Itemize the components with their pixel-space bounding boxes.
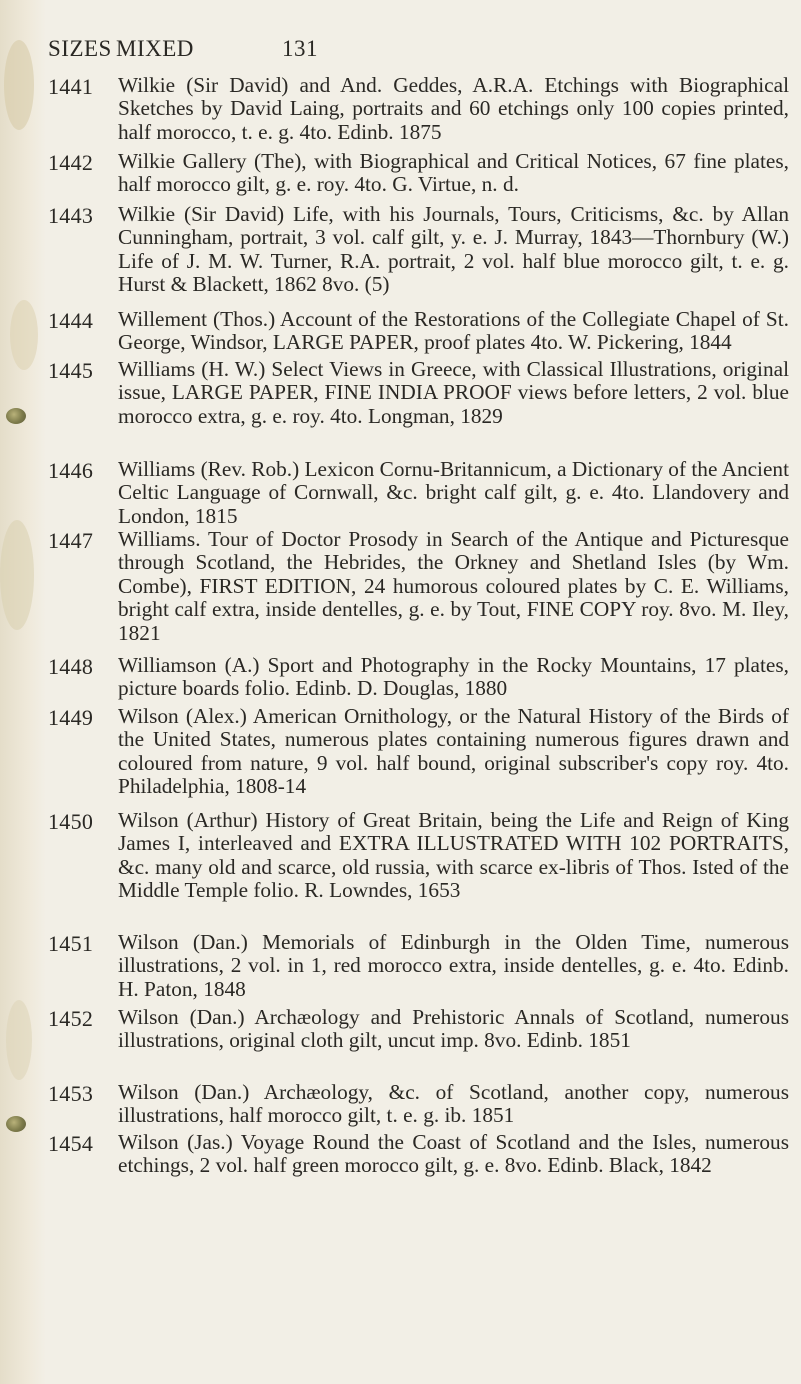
lot-number: 1450 — [48, 809, 94, 834]
catalogue-entry — [48, 705, 789, 799]
entry-text: Williamson (A.) Sport and Photography in the Rocky Mountains, 17 plates, picture boards folio. Edinb. D. Douglas, 1880 — [118, 653, 789, 701]
entry-text: Wilson (Dan.) Archæology, &c. of Scotland, another copy, numerous illustrations, half morocco gilt, t. e. g. ib. 1851 — [118, 1080, 789, 1128]
entry-text: Willement (Thos.) Account of the Restorations of the Collegiate Chapel of St. George, Windsor, LARGE PAPER, proof plates 4to. W. Pickering, 1844 — [118, 307, 789, 355]
lot-number: 1442 — [48, 150, 94, 175]
lot-number: 1451 — [48, 931, 94, 956]
catalogue-entry — [48, 150, 789, 197]
entry-text: Williams. Tour of Doctor Prosody in Search of the Antique and Picturesque through Scotland, the Hebrides, the Orkney and Shetland Isles (by Wm. Combe), FIRST EDITION, 24 humorous coloured plates by C. E. Williams, bright calf extra, inside dentelles, g. e. by Tout, FINE COPY roy. 8vo. M. Iley, 1821 — [118, 527, 789, 645]
entry-text: Wilkie (Sir David) Life, with his Journals, Tours, Criticisms, &c. by Allan Cunningham, portrait, 3 vol. calf gilt, y. e. J. Murray, 1843—Thornbury (W.) Life of J. M. W. Turner, R.A. portrait, 2 vol. half blue morocco gilt, t. e. g. Hurst & Blackett, 1862 8vo. (5) — [118, 202, 789, 297]
catalogue-entry — [48, 809, 789, 903]
entry-text: Wilkie (Sir David) and And. Geddes, A.R.A. Etchings with Biographical Sketches by David Laing, portraits and 60 etchings only 100 copies printed, half morocco, t. e. g. 4to. Edinb. 1875 — [118, 73, 789, 144]
lot-number: 1449 — [48, 705, 94, 730]
header-sizes: SIZES — [48, 36, 112, 61]
lot-number: 1446 — [48, 458, 94, 483]
lot-number: 1441 — [48, 74, 94, 99]
entry-text: Wilson (Jas.) Voyage Round the Coast of Scotland and the Isles, numerous etchings, 2 vol. half green morocco gilt, g. e. 8vo. Edinb. Black, 1842 — [118, 1130, 789, 1178]
entry-text: Wilkie Gallery (The), with Biographical and Critical Notices, 67 fine plates, half morocco gilt, g. e. roy. 4to. G. Virtue, n. d. — [118, 149, 789, 197]
catalogue-entry — [48, 654, 789, 701]
binding-stitch-icon — [6, 1116, 26, 1132]
catalogue-entry — [48, 931, 789, 1001]
entry-text: Wilson (Alex.) American Ornithology, or the Natural History of the Birds of the United States, numerous plates containing numerous figures drawn and coloured from nature, 9 vol. half bound, original subscriber's copy roy. 4to. Philadelphia, 1808-14 — [118, 704, 789, 799]
entry-text: Wilson (Dan.) Archæology and Prehistoric Annals of Scotland, numerous illustrations, original cloth gilt, uncut imp. 8vo. Edinb. 1851 — [118, 1005, 789, 1053]
entry-text: Williams (Rev. Rob.) Lexicon Cornu-Britannicum, a Dictionary of the Ancient Celtic Language of Cornwall, &c. bright calf gilt, g. e. 4to. Llandovery and London, 1815 — [118, 457, 789, 528]
lot-number: 1444 — [48, 308, 94, 333]
catalogue-entry — [48, 1131, 789, 1178]
binding-stitch-icon — [6, 408, 26, 424]
entry-text: Williams (H. W.) Select Views in Greece, with Classical Illustrations, original issue, LARGE PAPER, FINE INDIA PROOF views before letters, 2 vol. blue morocco extra, g. e. roy. 4to. Longman, 1829 — [118, 357, 789, 428]
catalogue-entry — [48, 1081, 789, 1128]
lot-number: 1443 — [48, 203, 94, 228]
catalogue-entry — [48, 308, 789, 355]
catalogue-entry — [48, 74, 789, 144]
lot-number: 1453 — [48, 1081, 94, 1106]
header-section: MIXED — [116, 36, 194, 61]
page-number: 131 — [282, 36, 318, 61]
catalogue-entry — [48, 203, 789, 297]
lot-number: 1447 — [48, 528, 94, 553]
entry-text: Wilson (Dan.) Memorials of Edinburgh in the Olden Time, numerous illustrations, 2 vol. in 1, red morocco extra, inside dentelles, g. e. 4to. Edinb. H. Paton, 1848 — [118, 930, 789, 1001]
page-gutter-edge — [0, 0, 46, 1384]
catalogue-entry — [48, 458, 789, 528]
entry-text: Wilson (Arthur) History of Great Britain, being the Life and Reign of King James I, interleaved and EXTRA ILLUSTRATED WITH 102 PORTRAITS, &c. many old and scarce, old russia, with scarce ex-libris of Thos. Isted of the Middle Temple folio. R. Lowndes, 1653 — [118, 808, 789, 903]
lot-number: 1445 — [48, 358, 94, 383]
catalogue-entry — [48, 528, 789, 645]
lot-number: 1452 — [48, 1006, 94, 1031]
catalogue-entry — [48, 358, 789, 428]
catalogue-entry — [48, 1006, 789, 1053]
page-header — [48, 36, 781, 66]
lot-number: 1448 — [48, 654, 94, 679]
lot-number: 1454 — [48, 1131, 94, 1156]
